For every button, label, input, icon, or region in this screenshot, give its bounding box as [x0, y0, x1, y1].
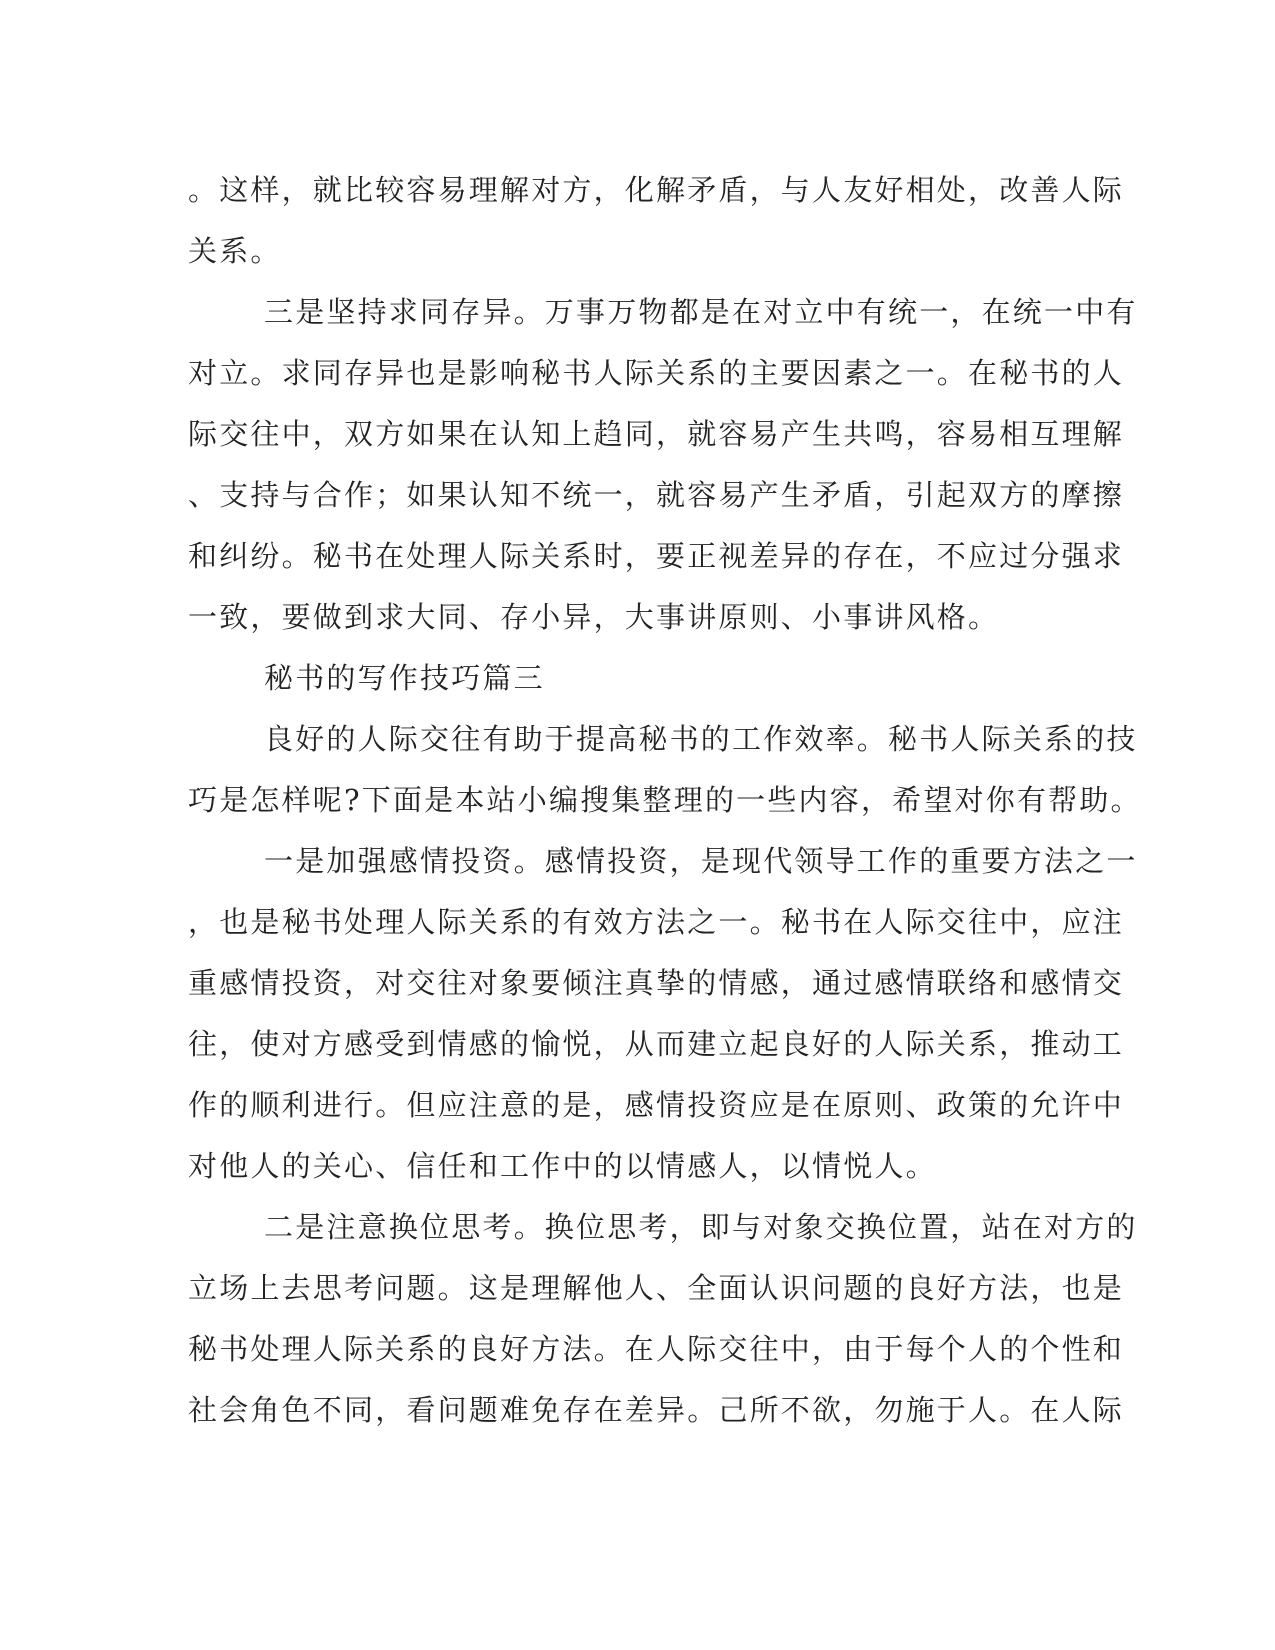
- text-line: ，也是秘书处理人际关系的有效方法之一。秘书在人际交往中，应注: [188, 905, 1125, 939]
- text-line: 秘书的写作技巧篇三: [264, 661, 545, 695]
- text-line: 关系。: [188, 234, 282, 268]
- text-line: 秘书处理人际关系的良好方法。在人际交往中，由于每个人的个性和: [188, 1332, 1125, 1366]
- document-body: [188, 160, 1142, 1441]
- text-line: 对立。求同存异也是影响秘书人际关系的主要因素之一。在秘书的人: [188, 356, 1125, 390]
- text-line: 。这样，就比较容易理解对方，化解矛盾，与人友好相处，改善人际: [188, 173, 1125, 207]
- text-line: 际交往中，双方如果在认知上趋同，就容易产生共鸣，容易相互理解: [188, 417, 1125, 451]
- text-line: 社会角色不同，看问题难免存在差异。己所不欲，勿施于人。在人际: [188, 1393, 1125, 1427]
- text-line: 对他人的关心、信任和工作中的以情感人，以情悦人。: [188, 1149, 937, 1183]
- text-line: 往，使对方感受到情感的愉悦，从而建立起良好的人际关系，推动工: [188, 1027, 1125, 1061]
- text-line: 作的顺利进行。但应注意的是，感情投资应是在原则、政策的允许中: [188, 1088, 1125, 1122]
- text-line: 巧是怎样呢?下面是本站小编搜集整理的一些内容，希望对你有帮助。: [188, 783, 1142, 817]
- text-line: 和纠纷。秘书在处理人际关系时，要正视差异的存在，不应过分强求: [188, 539, 1125, 573]
- text-line: 二是注意换位思考。换位思考，即与对象交换位置，站在对方的: [264, 1210, 1138, 1244]
- text-line: 三是坚持求同存异。万事万物都是在对立中有统一，在统一中有: [264, 295, 1138, 329]
- text-line: 立场上去思考问题。这是理解他人、全面认识问题的良好方法，也是: [188, 1271, 1125, 1305]
- text-line: 良好的人际交往有助于提高秘书的工作效率。秘书人际关系的技: [264, 722, 1138, 756]
- text-line: 重感情投资，对交往对象要倾注真挚的情感，通过感情联络和感情交: [188, 966, 1125, 1000]
- text-line: 、支持与合作；如果认知不统一，就容易产生矛盾，引起双方的摩擦: [188, 478, 1125, 512]
- text-line: 一致，要做到求大同、存小异，大事讲原则、小事讲风格。: [188, 600, 1000, 634]
- text-line: 一是加强感情投资。感情投资，是现代领导工作的重要方法之一: [264, 844, 1138, 878]
